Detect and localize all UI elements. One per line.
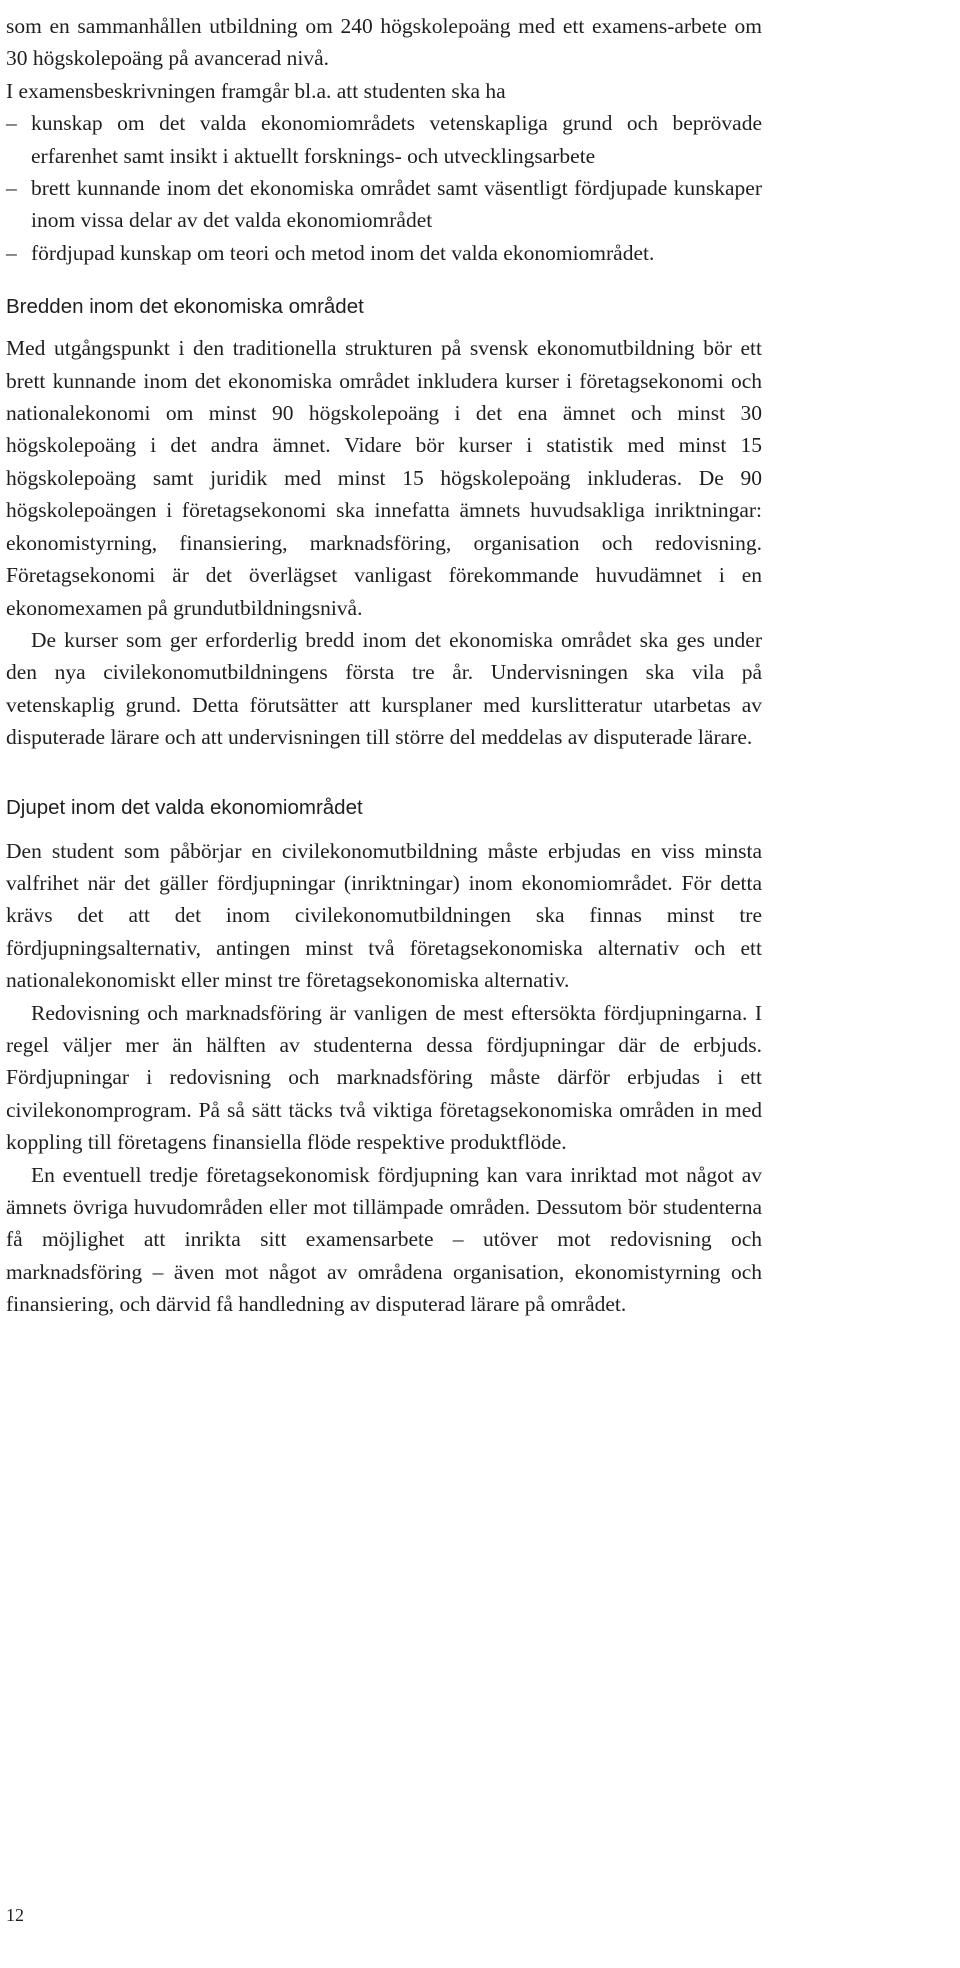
list-item: [6, 237, 762, 269]
list-item: [6, 172, 762, 237]
paragraph: Redovisning och marknadsföring är vanligen de mest eftersökta fördjupningarna. I regel väljer mer än hälften av studenterna dessa fördjupningar där de erbjuds. Fördjupningar i redovisning och marknadsföring måste därför erbjudas i ett civilekonomprogram. På så sätt täcks två viktiga företagsekonomiska områden in med koppling till företagens finansiella flöde respektive produktflöde.: [6, 1000, 762, 1155]
paragraph: En eventuell tredje företagsekonomisk fördjupning kan vara inriktad mot något av ämnets övriga huvudområden eller mot tillämpade områden. Dessutom bör studenterna få möjlighet att inrikta sitt examensarbete – utöver mot redovisning och marknadsföring – även mot något av områdena organisation, ekonomistyrning och finansiering, och därvid få handledning av disputerad lärare på området.: [6, 1162, 762, 1317]
intro-sentence: som en sammanhållen utbildning om 240 högskolepoäng med ett examens-arbete om 30 högskolepoäng på avancerad nivå.: [6, 14, 762, 71]
document-page: [6, 10, 762, 1321]
intro-lead-in: I examensbeskrivningen framgår bl.a. att studenten ska ha: [6, 78, 506, 103]
dash-bullet: –: [6, 240, 17, 265]
page-number: 12: [6, 1905, 24, 1925]
section-heading-breadth: Bredden inom det ekonomiska området: [6, 295, 364, 319]
list-item: [6, 107, 762, 172]
paragraph: Den student som påbörjar en civilekonomutbildning måste erbjudas en viss minsta valfrihet när det gäller fördjupningar (inriktningar) inom ekonomiområdet. För detta krävs det att det inom civilekonomutbildningen ska finnas minst tre fördjupningsalternativ, antingen minst två företagsekonomiska alternativ och ett nationalekonomiskt eller minst tre företagsekonomiska alternativ.: [6, 838, 762, 993]
paragraph: Med utgångspunkt i den traditionella strukturen på svensk ekonomutbildning bör ett brett kunnande inom det ekonomiska området inkludera kurser i företagsekonomi och nationalekonomi om minst 90 högskolepoäng i det ena ämnet och minst 30 högskolepoäng i det andra ämnet. Vidare bör kurser i statistik med minst 15 högskolepoäng samt juridik med minst 15 högskolepoäng inkluderas. De 90 högskolepoängen i företagsekonomi ska innefatta ämnets huvudsakliga inriktningar: ekonomistyrning, finansiering, marknadsföring, organisation och redovisning. Företagsekonomi är det överlägset vanligast förekommande huvudämnet i en ekonomexamen på grundutbildningsnivå.: [6, 336, 762, 620]
dash-bullet: –: [6, 176, 17, 201]
list-item-text: fördjupad kunskap om teori och metod inom det valda ekonomiområdet.: [31, 240, 655, 265]
list-item-text: kunskap om det valda ekonomiområdets vetenskapliga grund och beprövade erfarenhet samt insikt i aktuellt forsknings- och utvecklingsarbete: [31, 111, 762, 168]
degree-requirements-list: [6, 107, 762, 269]
dash-bullet: –: [6, 111, 17, 136]
section-heading-depth: Djupet inom det valda ekonomiområdet: [6, 795, 363, 819]
paragraph: De kurser som ger erforderlig bredd inom det ekonomiska området ska ges under den nya civilekonomutbildningens första tre år. Undervisningen ska vila på vetenskaplig grund. Detta förutsätter att kursplaner med kurslitteratur utarbetas av disputerade lärare och att undervisningen till större del meddelas av disputerade lärare.: [6, 627, 762, 750]
list-item-text: brett kunnande inom det ekonomiska området samt väsentligt fördjupade kunskaper inom vissa delar av det valda ekonomiområdet: [31, 176, 762, 233]
